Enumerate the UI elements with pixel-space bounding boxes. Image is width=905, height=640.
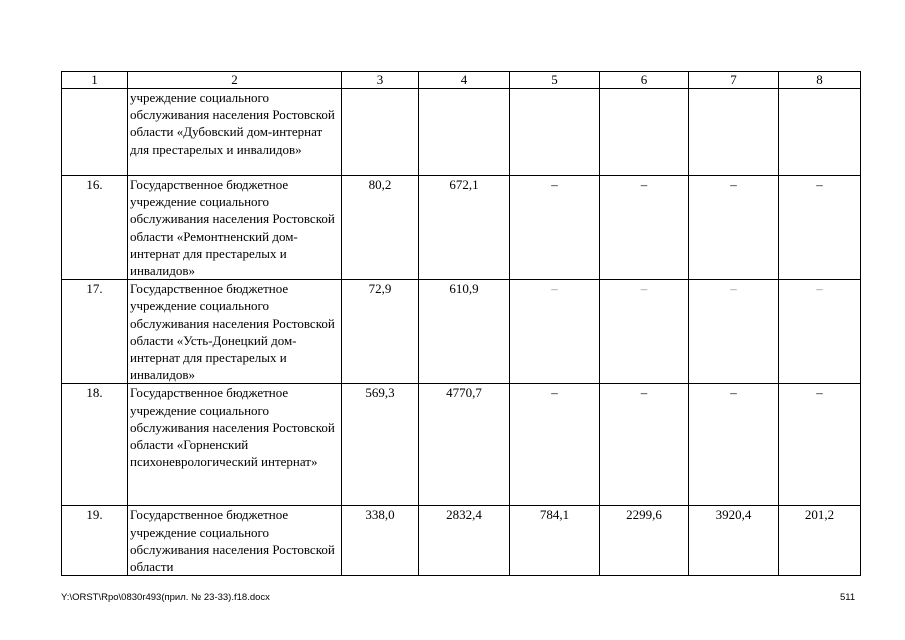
table-cell: – xyxy=(779,176,861,280)
table-cell: 201,2 xyxy=(779,506,861,576)
table-cell: 4770,7 xyxy=(419,384,510,506)
table-cell: – xyxy=(600,280,689,384)
table-row xyxy=(62,176,861,280)
table-cell: 3920,4 xyxy=(689,506,779,576)
table-cell: – xyxy=(689,280,779,384)
column-header: 2 xyxy=(128,72,342,89)
table-cell xyxy=(342,89,419,176)
column-header: 6 xyxy=(600,72,689,89)
table-cell: – xyxy=(689,176,779,280)
institution-name: Государственное бюджетное учреждение социального обслуживания населения Ростовской области xyxy=(128,506,342,576)
table-cell xyxy=(689,89,779,176)
table-cell: 80,2 xyxy=(342,176,419,280)
row-number: 19. xyxy=(62,506,128,576)
table-cell: – xyxy=(510,384,600,506)
column-header: 7 xyxy=(689,72,779,89)
table-cell: – xyxy=(779,384,861,506)
page-number: 511 xyxy=(840,592,856,603)
table-cell: – xyxy=(600,176,689,280)
column-header: 8 xyxy=(779,72,861,89)
table-cell: 672,1 xyxy=(419,176,510,280)
table-cell: 784,1 xyxy=(510,506,600,576)
row-number: 16. xyxy=(62,176,128,280)
table-cell xyxy=(419,89,510,176)
institution-name: Государственное бюджетное учреждение социального обслуживания населения Ростовской области «Ремонтненский дом-интернат для престарелых и инвалидов» xyxy=(128,176,342,280)
table-cell: 569,3 xyxy=(342,384,419,506)
table-cell xyxy=(600,89,689,176)
institution-name: Государственное бюджетное учреждение социального обслуживания населения Ростовской области «Горненский психоневрологический интернат» xyxy=(128,384,342,506)
column-header: 4 xyxy=(419,72,510,89)
column-header: 1 xyxy=(62,72,128,89)
table-cell: 2299,6 xyxy=(600,506,689,576)
table-row xyxy=(62,89,861,176)
table-cell: – xyxy=(779,280,861,384)
table-cell: 338,0 xyxy=(342,506,419,576)
table-cell: – xyxy=(600,384,689,506)
table-cell xyxy=(510,89,600,176)
table-cell: 610,9 xyxy=(419,280,510,384)
column-header: 5 xyxy=(510,72,600,89)
table-cell: – xyxy=(510,176,600,280)
table-header-row xyxy=(62,72,861,89)
institution-name: Государственное бюджетное учреждение социального обслуживания населения Ростовской области «Усть-Донецкий дом-интернат для престарелых и инвалидов» xyxy=(128,280,342,384)
row-number: 18. xyxy=(62,384,128,506)
table-row xyxy=(62,280,861,384)
table-cell: 72,9 xyxy=(342,280,419,384)
row-number: 17. xyxy=(62,280,128,384)
row-number xyxy=(62,89,128,176)
institution-name: учреждение социального обслуживания населения Ростовской области «Дубовский дом-интернат для престарелых и инвалидов» xyxy=(128,89,342,176)
footer-file-path: Y:\ORST\Rpo\0830r493(прил. № 23-33).f18.docx xyxy=(61,592,270,603)
table-cell: – xyxy=(510,280,600,384)
table-cell: – xyxy=(689,384,779,506)
table-cell: 2832,4 xyxy=(419,506,510,576)
data-table xyxy=(61,71,861,576)
table-row xyxy=(62,506,861,576)
table-cell xyxy=(779,89,861,176)
table-row xyxy=(62,384,861,506)
column-header: 3 xyxy=(342,72,419,89)
